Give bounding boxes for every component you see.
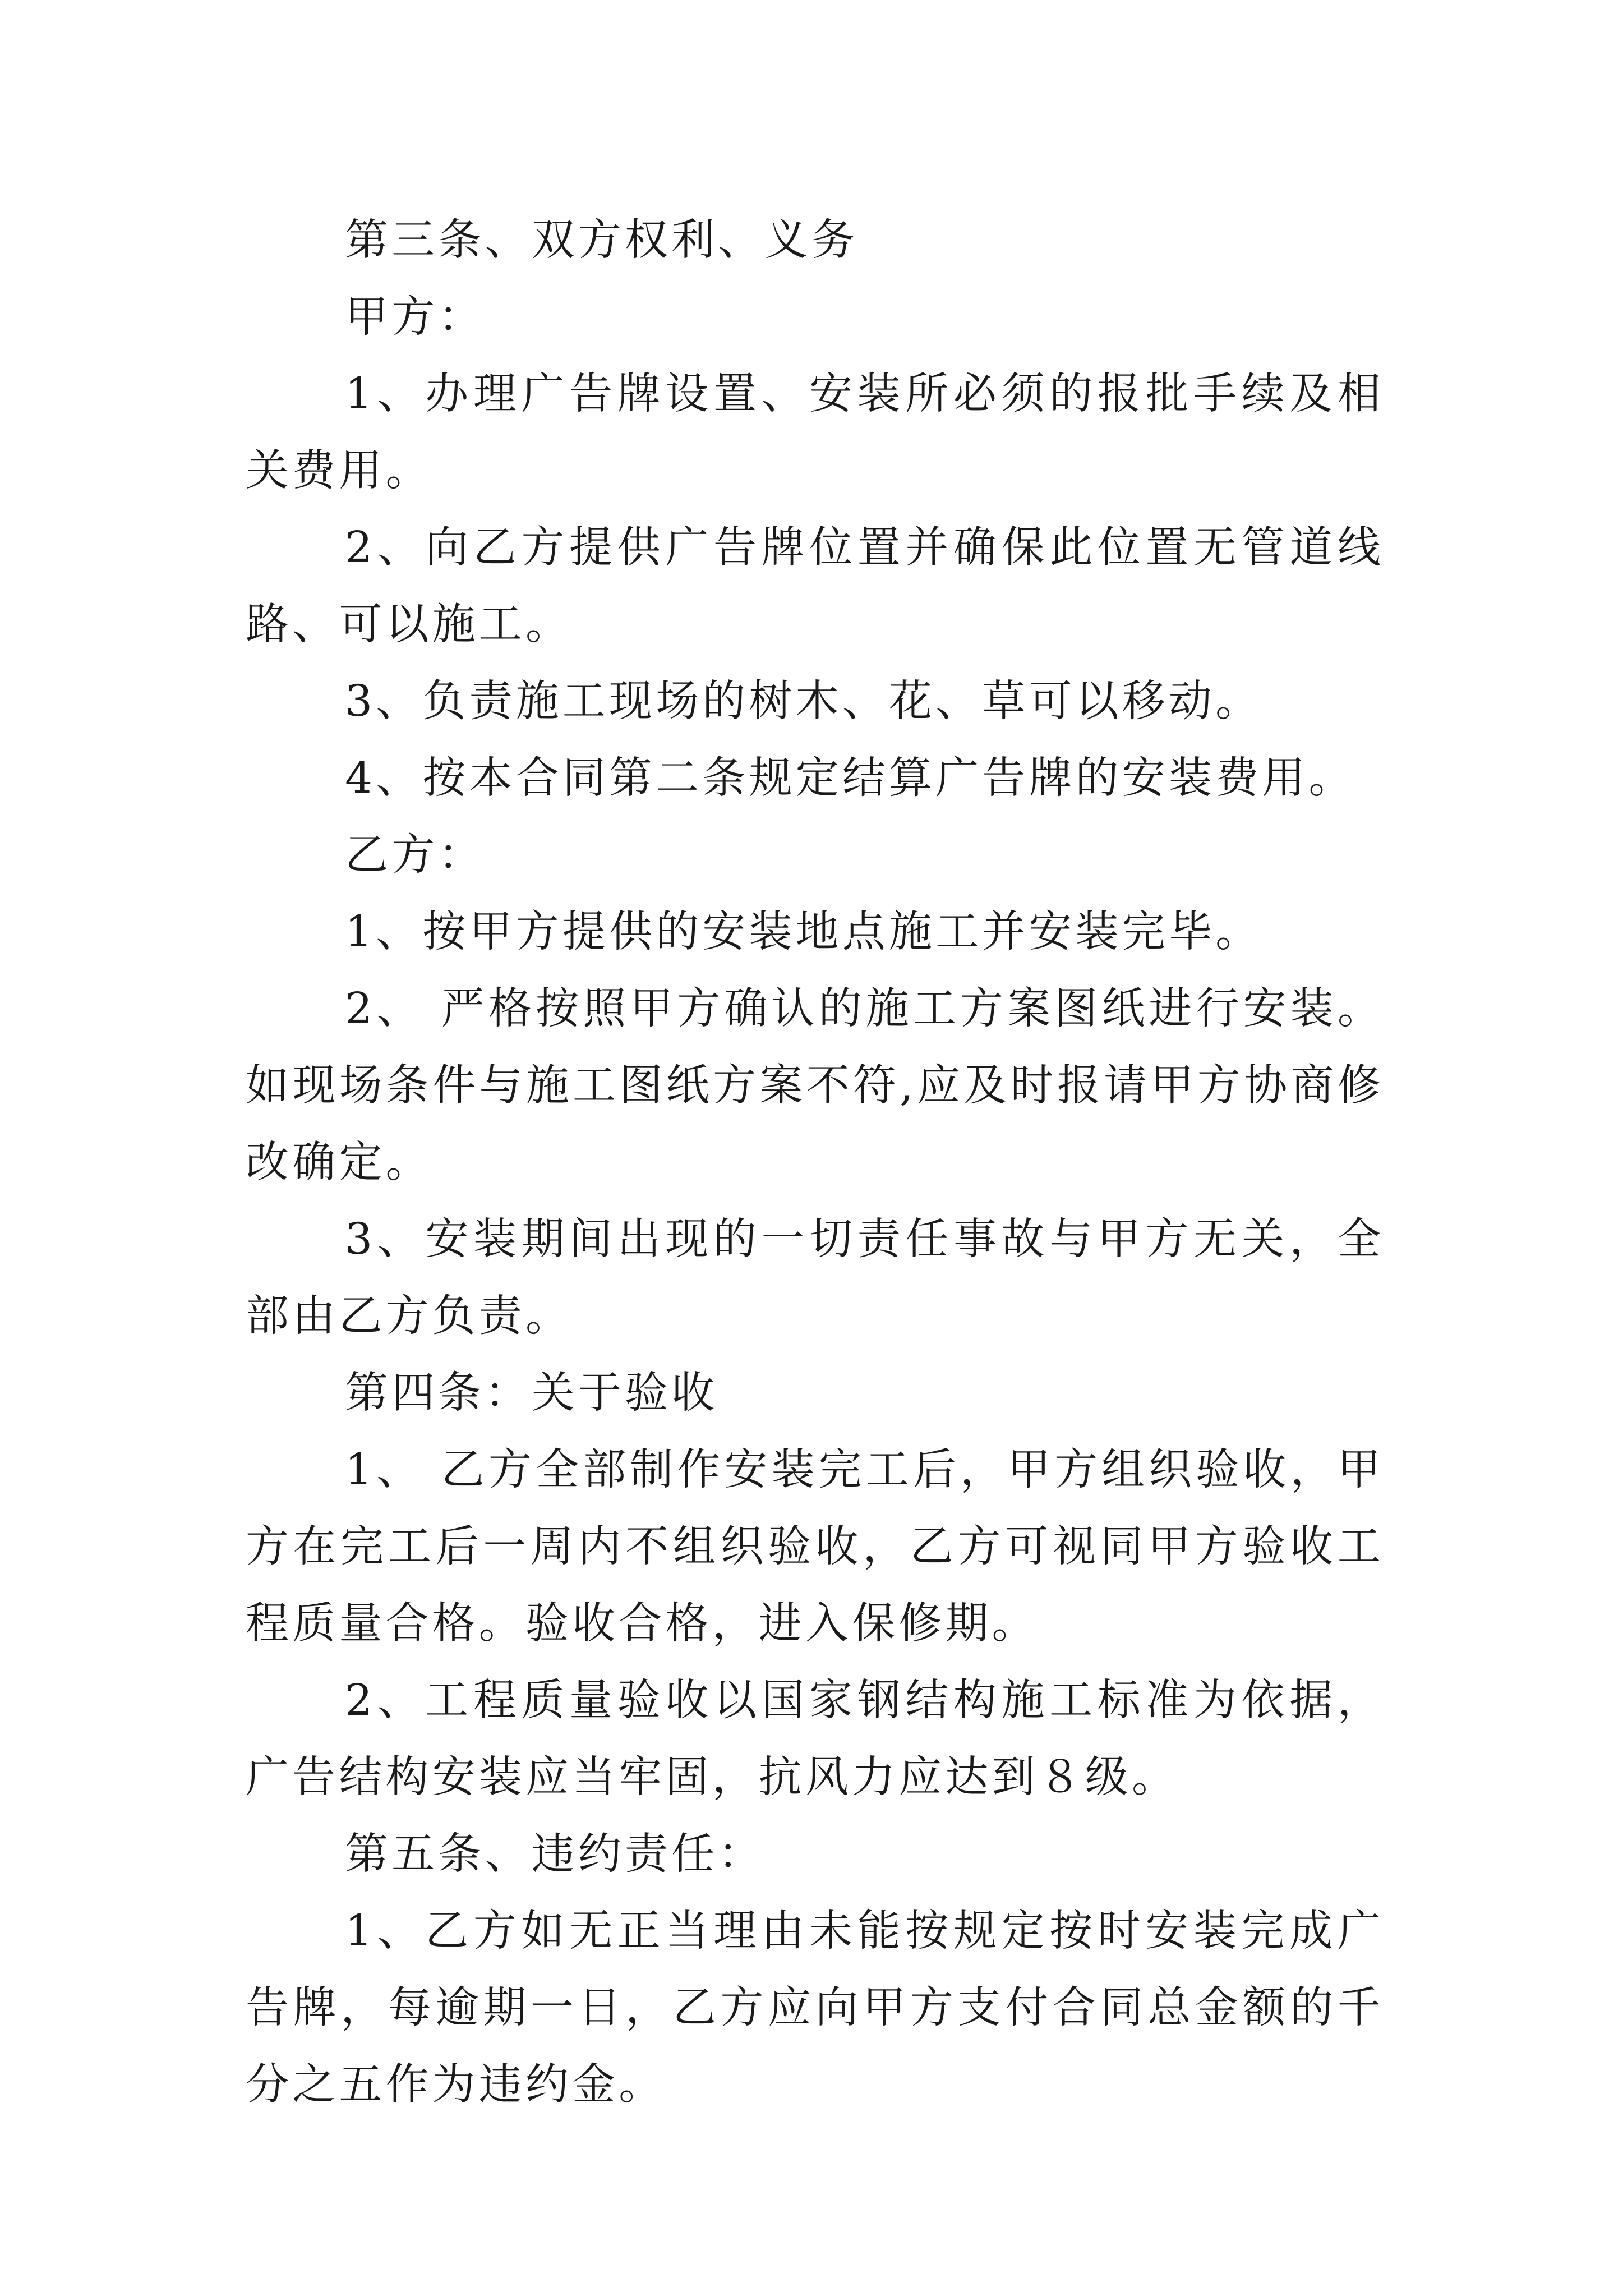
party-b-heading: 乙方：	[345, 830, 485, 880]
article-5-item-1: 1、乙方如无正当理由未能按规定按时安装完成广告牌，每逾期一日，乙方应向甲方支付合同总金额的千分之五作为违约金。	[246, 1906, 1384, 2110]
party-a-item-2: 2、向乙方提供广告牌位置并确保此位置无管道线路、可以施工。	[246, 523, 1384, 650]
article-4-heading: 第四条：关于验收	[345, 1368, 718, 1418]
article-4-item-1: 1、 乙方全部制作安装完工后，甲方组织验收，甲方在完工后一周内不组织验收，乙方可视同甲方验收工程质量合格。验收合格，进入保修期。	[246, 1445, 1384, 1649]
party-b-item-3: 3、安装期间出现的一切责任事故与甲方无关，全部由乙方负责。	[246, 1214, 1384, 1341]
article-3-heading: 第三条、双方权利、义务	[345, 215, 858, 265]
party-a-item-3: 3、负责施工现场的树木、花、草可以移动。	[345, 677, 1262, 726]
article-4-item-2: 2、工程质量验收以国家钢结构施工标准为依据，广告结构安装应当牢固，抗风力应达到８级。	[246, 1676, 1384, 1802]
party-a-heading: 甲方：	[345, 292, 485, 342]
article-5-heading: 第五条、违约责任：	[345, 1829, 765, 1879]
party-a-item-4: 4、按本合同第二条规定结算广告牌的安装费用。	[345, 753, 1355, 803]
contract-text-body	[246, 202, 1384, 2123]
party-b-item-1: 1、按甲方提供的安装地点施工并安装完毕。	[345, 907, 1262, 957]
party-b-item-2: 2、 严格按照甲方确认的施工方案图纸进行安装。如现场条件与施工图纸方案不符,应及时报请甲方协商修改确定。	[246, 984, 1384, 1188]
party-a-item-1: 1、办理广告牌设置、安装所必须的报批手续及相关费用。	[246, 369, 1384, 496]
